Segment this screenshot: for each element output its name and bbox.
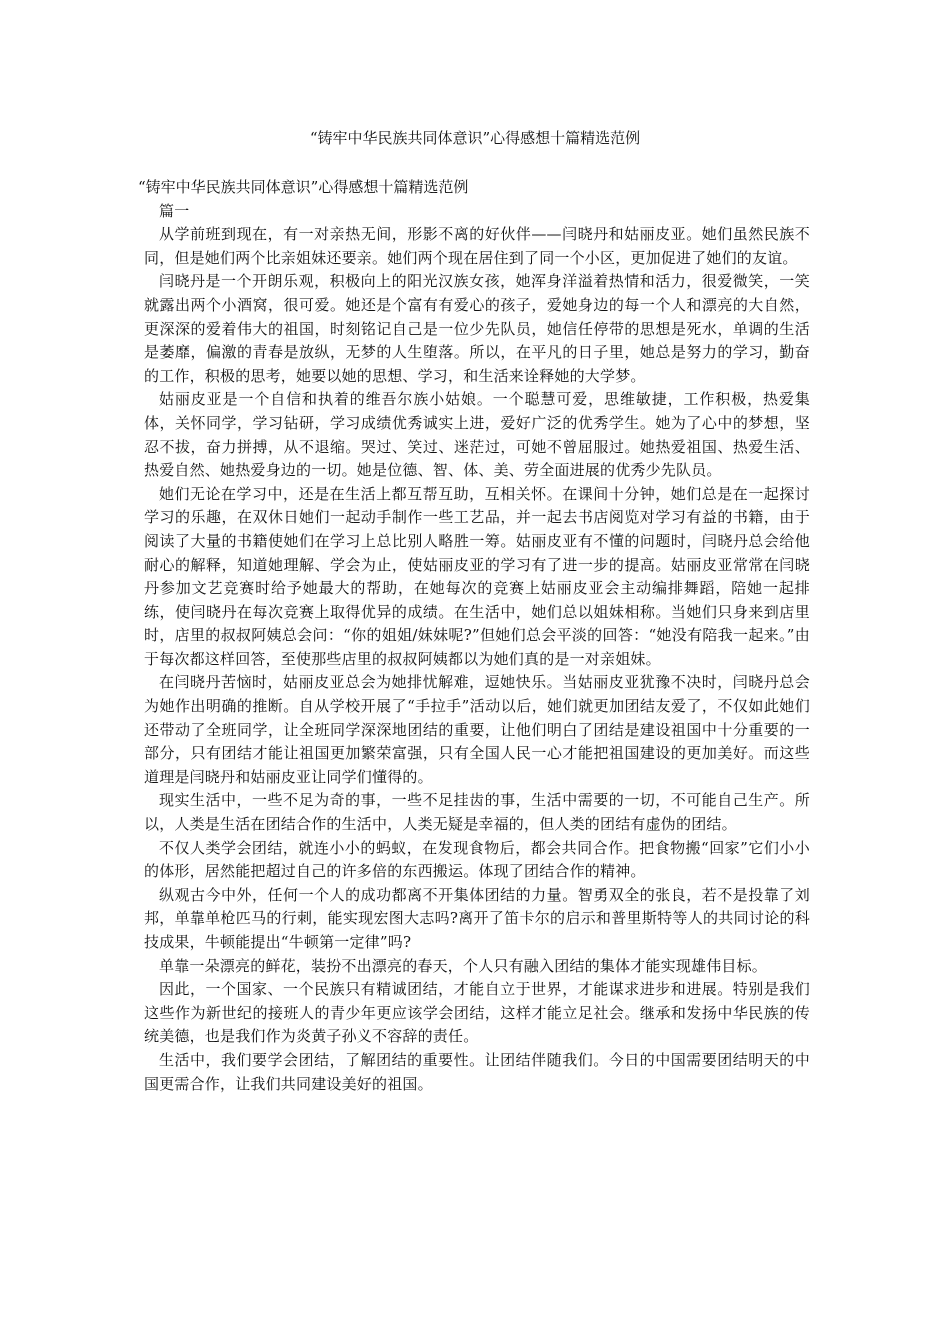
section-label: 篇一 [159, 201, 190, 220]
paragraph: 从学前班到现在，有一对亲热无间，形影不离的好伙伴——闫晓丹和姑丽皮亚。她们虽然民族不同，但是她们两个比亲姐妹还要亲。她们两个现在居住到了同一个小区，更加促进了她们的友谊。 [144, 225, 810, 267]
paragraph: 闫晓丹是一个开朗乐观，积极向上的阳光汉族女孩，她浑身洋溢着热情和活力，很爱微笑，一笑就露出两个小酒窝，很可爱。她还是个富有有爱心的孩子，爱她身边的每一个人和漂亮的大自然，更深深的爱着伟大的祖国，时刻铭记自己是一位少先队员，她信任停带的思想是死水，单调的生活是萎靡，偏激的青春是放纵，无梦的人生堕落。所以，在平凡的日子里，她总是努力的学习，勤奋的工作，积极的思考，她要以她的思想、学习，和生活来诠释她的大学梦。 [144, 272, 810, 385]
paragraph: 在闫晓丹苦恼时，姑丽皮亚总会为她排忧解难，逗她快乐。当姑丽皮亚犹豫不决时，闫晓丹总会为她作出明确的推断。自从学校开展了“手拉手”活动以后，她们就更加团结友爱了，不仅如此她们还带动了全班同学，让全班同学深深地团结的重要，让他们明白了团结是建设祖国中十分重要的一部分，只有团结才能让祖国更加繁荣富强，只有全国人民一心才能把祖国建设的更加美好。而这些道理是闫晓丹和姑丽皮亚让同学们懂得的。 [144, 673, 810, 786]
paragraph: 不仅人类学会团结，就连小小的蚂蚁，在发现食物后，都会共同合作。把食物搬“回家”它们小小的体形，居然能把超过自己的许多倍的东西搬运。体现了团结合作的精神。 [144, 838, 810, 881]
document-subtitle: “铸牢中华民族共同体意识”心得感想十篇精选范例 [138, 178, 469, 196]
paragraph: 因此，一个国家、一个民族只有精诚团结，才能自立于世界，才能谋求进步和进展。特别是我们这些作为新世纪的接班人的青少年更应该学会团结，这样才能立足社会。继承和发扬中华民族的传统美德，也是我们作为炎黄子孙义不容辞的责任。 [144, 980, 810, 1046]
paragraph: 纵观古今中外，任何一个人的成功都离不开集体团结的力量。智勇双全的张良，若不是投靠了刘邦，单靠单枪匹马的行刺，能实现宏图大志吗?离开了笛卡尔的启示和普里斯特等人的共同讨论的科技成果，牛顿能提出“牛顿第一定律”吗? [144, 885, 810, 951]
paragraph: 她们无论在学习中，还是在生活上都互帮互助，互相关怀。在课间十分钟，她们总是在一起探讨学习的乐趣，在双休日她们一起动手制作一些工艺品，并一起去书店阅览对学习有益的书籍，由于阅读了大量的书籍使她们在学习上总比别人略胜一筹。姑丽皮亚有不懂的问题时，闫晓丹总会给他耐心的解释，知道她理解、学会为止，使姑丽皮亚的学习有了进一步的提高。姑丽皮亚常常在闫晓丹参加文艺竞赛时给予她最大的帮助，在她每次的竞赛上姑丽皮亚会主动编排舞蹈，陪她一起排练，使闫晓丹在每次竞赛上取得优异的成绩。在生活中，她们总以姐妹相称。当她们只身来到店里时，店里的叔叔阿姨总会问：“你的姐姐/妹妹呢?”但她们总会平淡的回答：“她没有陪我一起来。”由于每次都这样回答，至使那些店里的叔叔阿姨都以为她们真的是一对亲姐妹。 [144, 484, 810, 668]
paragraph: 单靠一朵漂亮的鲜花，装扮不出漂亮的春天，个人只有融入团结的集体才能实现雄伟目标。 [159, 956, 768, 975]
paragraph: 姑丽皮亚是一个自信和执着的维吾尔族小姑娘。一个聪慧可爱，思维敏捷，工作积极，热爱集体，关怀同学，学习钻研，学习成绩优秀诚实上进，爱好广泛的优秀学生。她为了心中的梦想，坚忍不拔，奋力拼搏，从不退缩。哭过、笑过、迷茫过，可她不曾屈服过。她热爱祖国、热爱生活、热爱自然、她热爱身边的一切。她是位德、智、体、美、劳全面进展的优秀少先队员。 [144, 390, 810, 480]
paragraph: 现实生活中，一些不足为奇的事，一些不足挂齿的事，生活中需要的一切，不可能自己生产。所以，人类是生活在团结合作的生活中，人类无疑是幸福的，但人类的团结有虚伪的团结。 [144, 791, 810, 834]
paragraph: 生活中，我们要学会团结，了解团结的重要性。让团结伴随我们。今日的中国需要团结明天的中国更需合作，让我们共同建设美好的祖国。 [144, 1050, 810, 1093]
document-body [138, 176, 810, 1096]
document-title: “铸牢中华民族共同体意识”心得感想十篇精选范例 [309, 129, 641, 147]
